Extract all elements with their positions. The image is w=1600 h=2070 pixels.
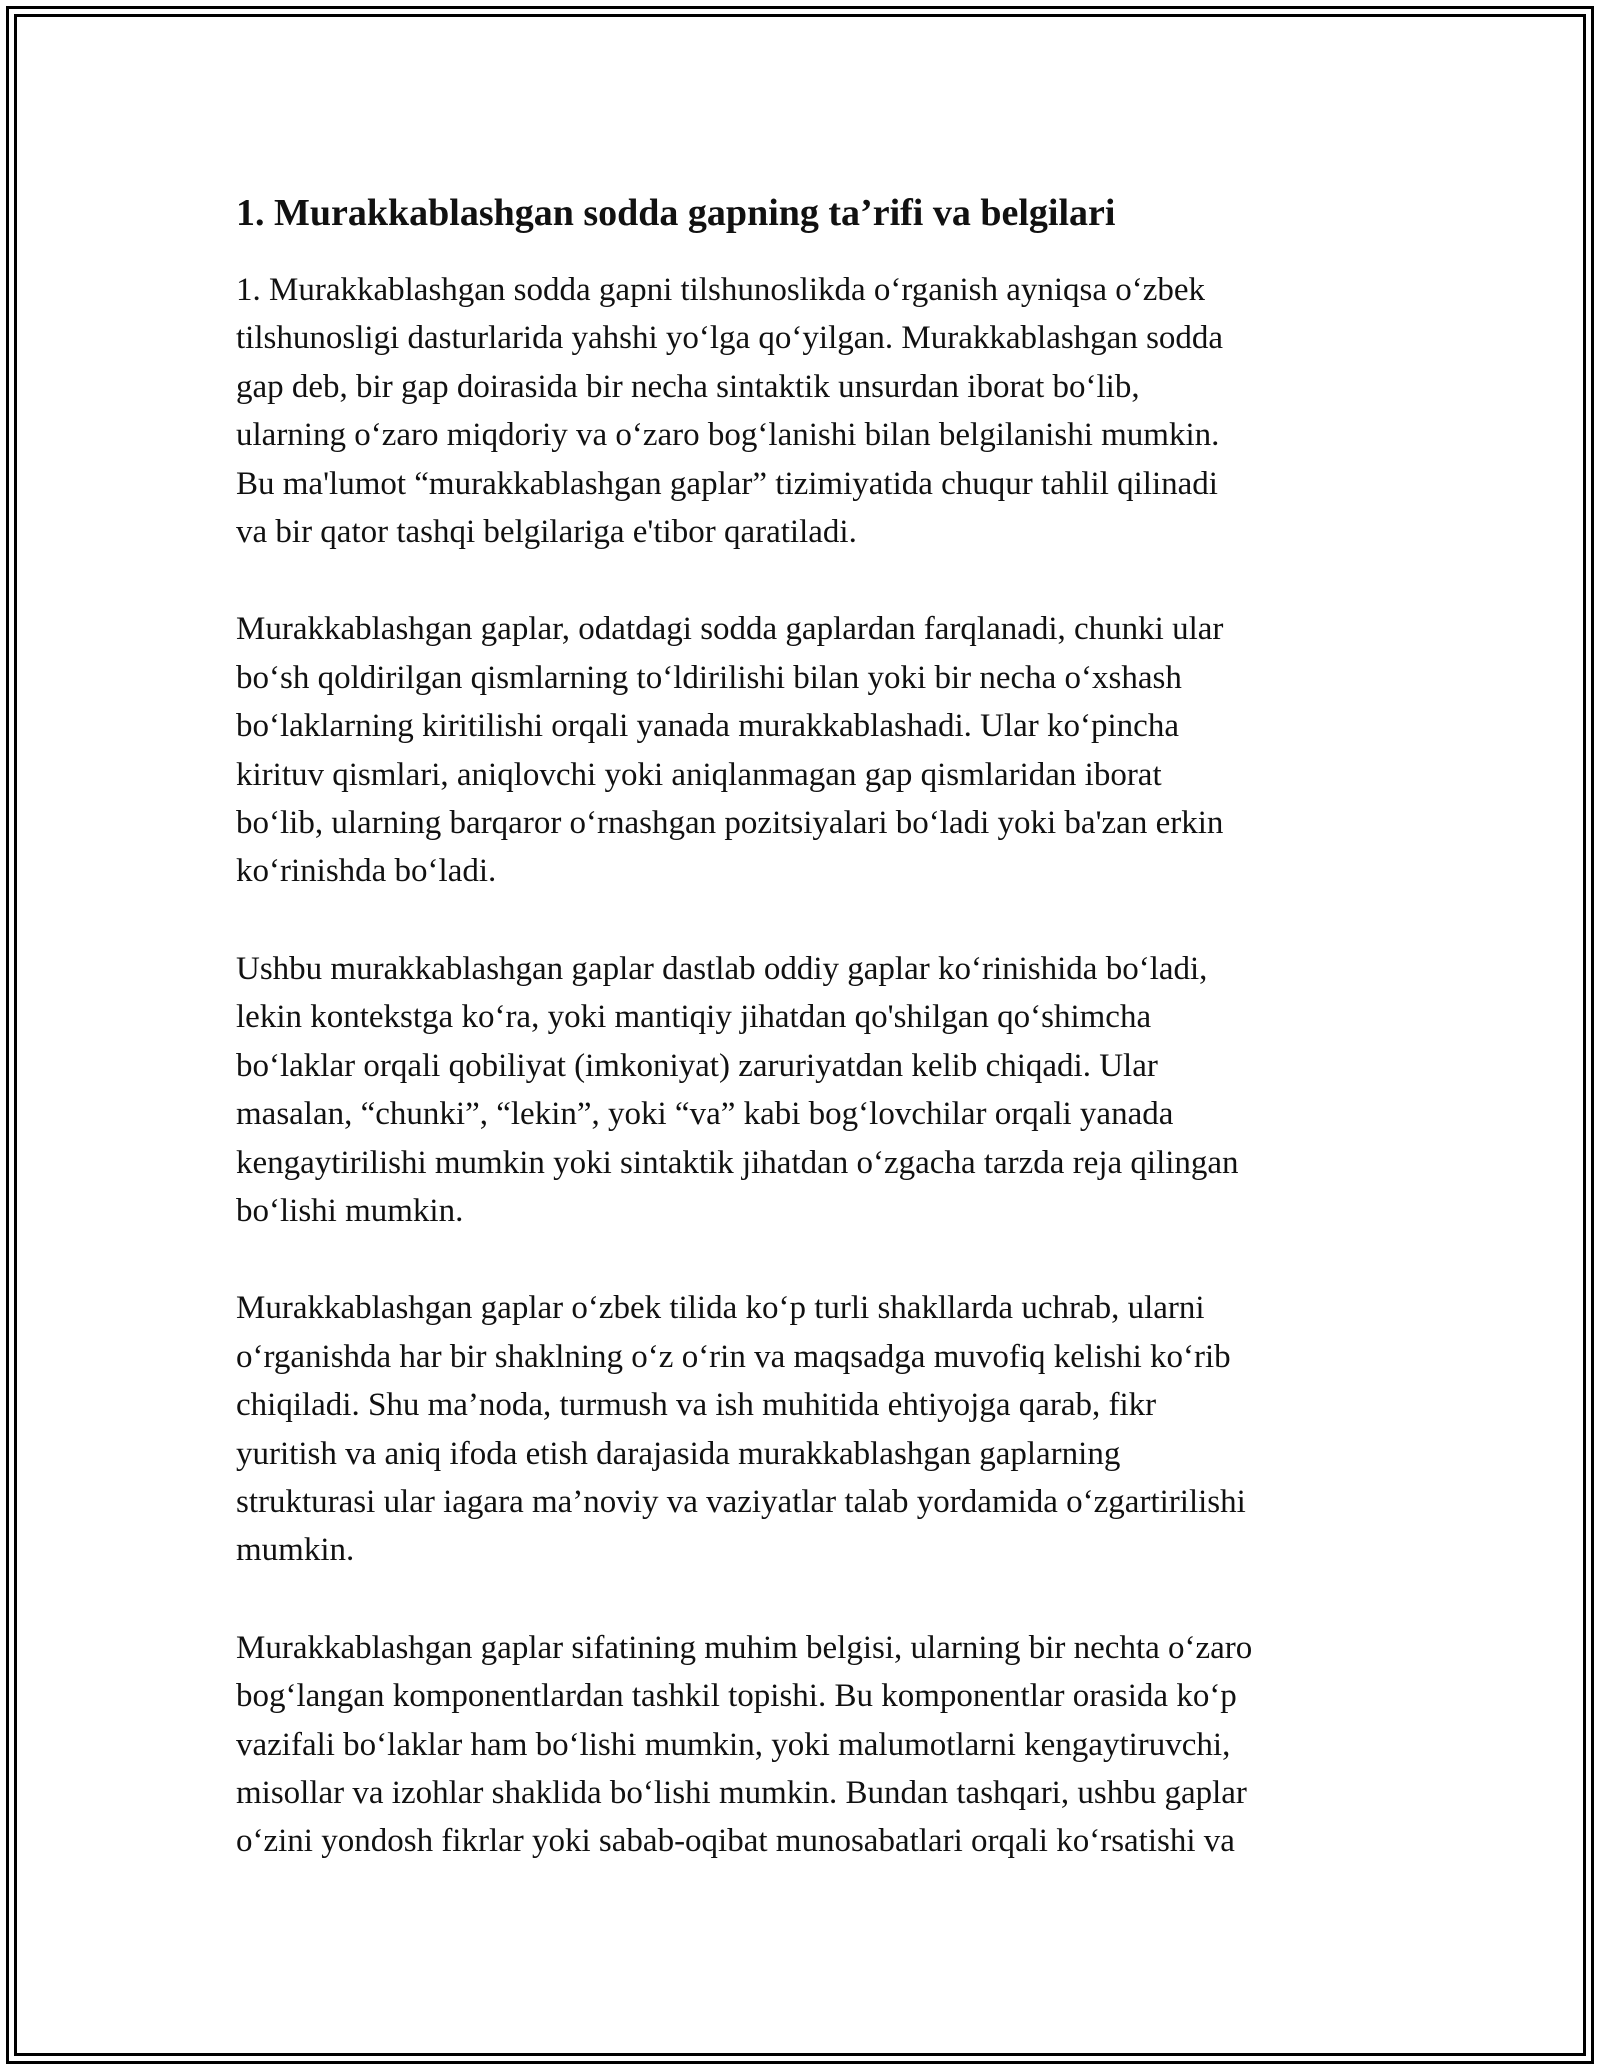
- text-line: kirituv qismlari, aniqlovchi yoki aniqlanmagan gap qismlaridan iborat: [236, 756, 1162, 793]
- text-line: gap deb, bir gap doirasida bir necha sintaktik unsurdan iborat bo‘lib,: [236, 368, 1140, 405]
- text-line: vazifali bo‘laklar ham bo‘lishi mumkin, yoki malumotlarni kengaytiruvchi,: [236, 1726, 1231, 1763]
- text-line: mumkin.: [236, 1532, 355, 1569]
- text-line: bo‘lishi mumkin.: [236, 1192, 464, 1229]
- text-line: 1. Murakkablashgan sodda gapni tilshunoslikda o‘rganish ayniqsa o‘zbek: [236, 272, 1206, 308]
- text-line: ularning o‘zaro miqdoriy va o‘zaro bog‘lanishi bilan belgilanishi mumkin.: [236, 417, 1220, 454]
- text-line: o‘rganishda har bir shaklning o‘z o‘rin va maqsadga muvofiq kelishi ko‘rib: [236, 1338, 1231, 1375]
- section-heading: 1. Murakkablashgan sodda gapning ta’rifi va belgilari: [236, 192, 1116, 234]
- paragraph-4: [236, 1284, 1396, 1574]
- text-line: o‘zini yondosh fikrlar yoki sabab-oqibat munosabatlari orqali ko‘rsatishi va: [236, 1823, 1235, 1860]
- text-line: Murakkablashgan gaplar, odatdagi sodda gaplardan farqlanadi, chunki ular: [236, 611, 1224, 648]
- text-line: bo‘sh qoldirilgan qismlarning to‘ldirilishi bilan yoki bir necha o‘xshash: [236, 659, 1182, 696]
- text-line: bo‘lib, ularning barqaror o‘rnashgan pozitsiyalari bo‘ladi yoki ba'zan erkin: [236, 805, 1224, 842]
- text-line: Bu ma'lumot “murakkablashgan gaplar” tizimiyatida chuqur tahlil qilinadi: [236, 465, 1218, 502]
- text-line: tilshunosligi dasturlarida yahshi yo‘lga qo‘yilgan. Murakkablashgan sodda: [236, 320, 1224, 357]
- text-line: ko‘rinishda bo‘ladi.: [236, 853, 497, 890]
- text-line: kengaytirilishi mumkin yoki sintaktik jihatdan o‘zgacha tarzda reja qilingan: [236, 1144, 1239, 1181]
- text-line: Murakkablashgan gaplar sifatining muhim belgisi, ularning bir nechta o‘zaro: [236, 1629, 1253, 1666]
- text-line: bo‘laklarning kiritilishi orqali yanada murakkablashadi. Ular ko‘pincha: [236, 708, 1179, 745]
- text-line: va bir qator tashqi belgilariga e'tibor qaratiladi.: [236, 514, 857, 551]
- text-line: Ushbu murakkablashgan gaplar dastlab oddiy gaplar ko‘rinishida bo‘ladi,: [236, 950, 1208, 987]
- text-line: Murakkablashgan gaplar o‘zbek tilida ko‘p turli shakllarda uchrab, ularni: [236, 1290, 1205, 1327]
- text-line: masalan, “chunki”, “lekin”, yoki “va” kabi bog‘lovchilar orqali yanada: [236, 1096, 1174, 1133]
- paragraph-5: [236, 1624, 1396, 1866]
- paragraph-2: [236, 605, 1396, 895]
- text-line: yuritish va aniq ifoda etish darajasida murakkablashgan gaplarning: [236, 1435, 1121, 1472]
- document-body: [236, 186, 1396, 1915]
- text-line: lekin kontekstga ko‘ra, yoki mantiqiy jihatdan qo'shilgan qo‘shimcha: [236, 999, 1152, 1036]
- paragraph-3: [236, 945, 1396, 1235]
- paragraph-1: [236, 266, 1396, 556]
- text-line: misollar va izohlar shaklida bo‘lishi mumkin. Bundan tashqari, ushbu gaplar: [236, 1774, 1247, 1811]
- text-line: strukturasi ular iagara ma’noviy va vaziyatlar talab yordamida o‘zgartirilishi: [236, 1483, 1246, 1520]
- text-line: chiqiladi. Shu ma’noda, turmush va ish muhitida ehtiyojga qarab, fikr: [236, 1387, 1157, 1424]
- text-line: bo‘laklar orqali qobiliyat (imkoniyat) zaruriyatdan kelib chiqadi. Ular: [236, 1047, 1158, 1084]
- text-line: bog‘langan komponentlardan tashkil topishi. Bu komponentlar orasida ko‘p: [236, 1678, 1237, 1715]
